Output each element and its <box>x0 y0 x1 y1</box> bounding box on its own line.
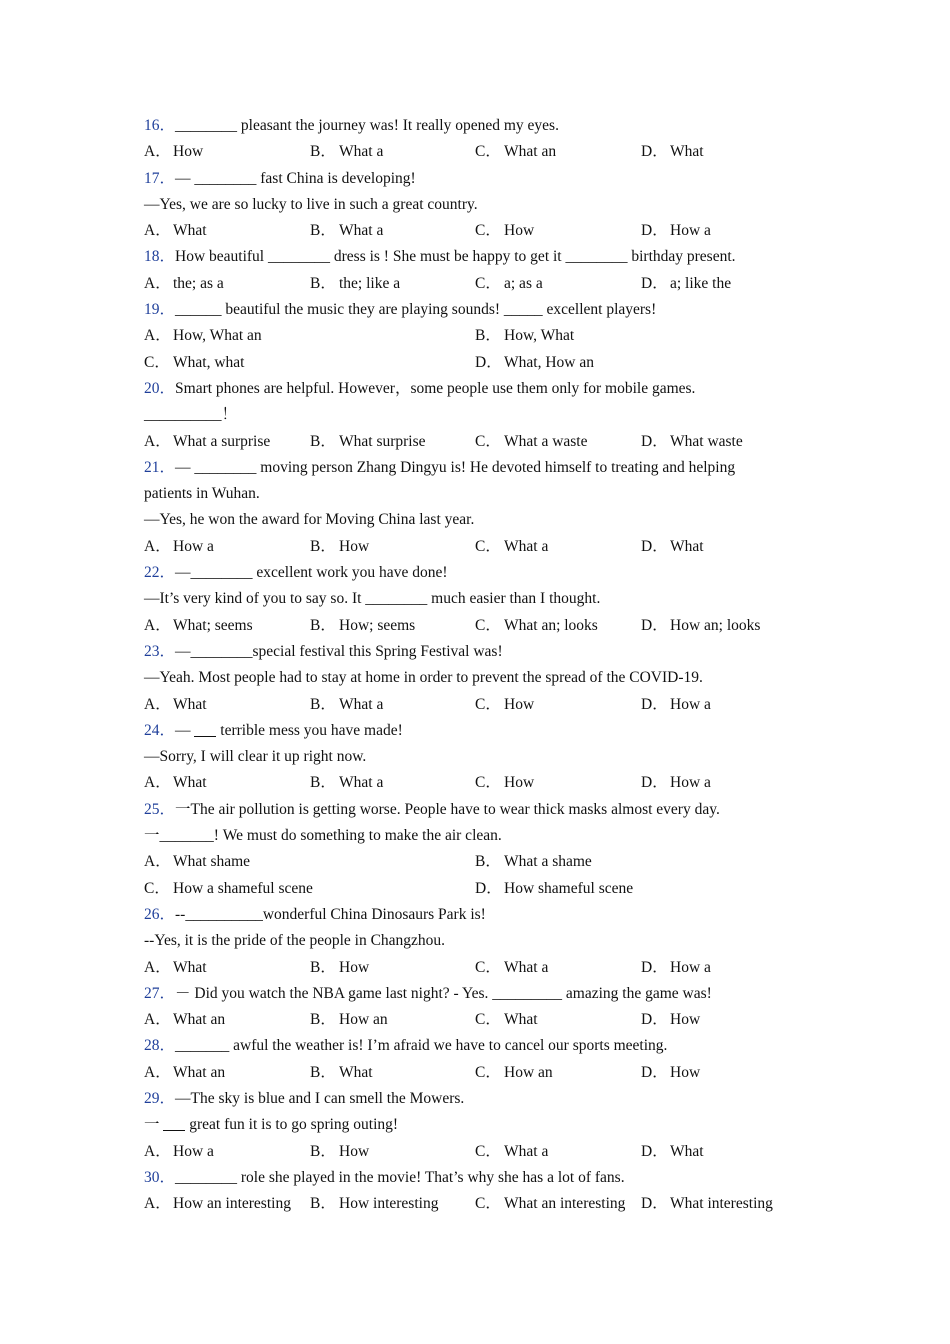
option-letter: C． <box>475 1063 501 1081</box>
option-text: How <box>339 537 370 555</box>
option-a <box>144 1060 225 1082</box>
question-line <box>144 1033 804 1059</box>
option-text: How, What <box>504 327 575 345</box>
options-row <box>144 139 804 165</box>
option-text: What <box>504 1011 538 1029</box>
option-text: What a <box>504 537 549 555</box>
option-letter: D． <box>641 1195 668 1213</box>
question-number: 19． <box>144 301 176 319</box>
option-text: How <box>670 1063 701 1081</box>
option-d <box>641 1139 704 1161</box>
question-number: 24． <box>144 721 176 739</box>
option-text: What <box>173 774 207 792</box>
question-text: —________ excellent work you have done! <box>175 564 448 582</box>
option-text: What <box>339 1063 373 1081</box>
option-text: What a <box>339 222 384 240</box>
answer-blank <box>163 1116 185 1131</box>
option-a <box>144 849 250 871</box>
question-text: How beautiful ________ dress is ! She must be happy to get it ________ birthday present. <box>175 248 736 266</box>
option-letter: B． <box>310 774 336 792</box>
question-number: 20． <box>144 379 176 397</box>
option-text: How, What an <box>173 327 262 345</box>
option-b <box>310 770 383 792</box>
option-letter: D． <box>641 1011 668 1029</box>
question-line <box>144 1112 804 1138</box>
option-text: What an <box>173 1011 226 1029</box>
option-a <box>144 218 207 240</box>
question-line <box>144 244 804 270</box>
option-letter: B． <box>310 958 336 976</box>
question-text: patients in Wuhan. <box>144 485 260 503</box>
question-line <box>144 481 804 507</box>
question-line <box>144 639 804 665</box>
question-line <box>144 113 804 139</box>
worksheet <box>144 113 804 1217</box>
option-text: What, How an <box>504 353 594 371</box>
option-text: How a shameful scene <box>173 879 313 897</box>
option-a <box>144 139 203 161</box>
option-letter: A． <box>144 958 171 976</box>
option-d <box>641 429 743 451</box>
option-letter: D． <box>641 1142 668 1160</box>
options-row <box>144 613 804 639</box>
options-row <box>144 218 804 244</box>
option-a <box>144 955 207 977</box>
question-text: --__________wonderful China Dinosaurs Park is! <box>175 905 486 923</box>
option-text: What a <box>504 958 549 976</box>
option-c <box>475 692 534 714</box>
option-letter: A． <box>144 1063 171 1081</box>
question-number: 16． <box>144 117 176 134</box>
option-text: How a <box>670 774 711 792</box>
question-text: great fun it is to go spring outing! <box>189 1116 399 1134</box>
option-d <box>641 1191 773 1213</box>
answer-blank <box>194 722 216 737</box>
option-text: What <box>670 537 704 555</box>
option-letter: C． <box>475 1142 501 1160</box>
question-line <box>144 718 804 744</box>
option-letter: B． <box>310 432 336 450</box>
option-text: How interesting <box>339 1195 439 1213</box>
question-line <box>144 797 804 823</box>
option-b <box>310 1007 388 1029</box>
options-row <box>144 1191 804 1217</box>
option-text: What a shame <box>504 853 592 871</box>
option-text: How <box>173 143 204 161</box>
option-d <box>641 955 711 977</box>
option-letter: D． <box>641 274 668 292</box>
option-text: How <box>670 1011 701 1029</box>
question-number: 27． <box>144 984 176 1002</box>
options-row <box>144 1007 804 1033</box>
option-a <box>144 271 224 293</box>
option-b <box>310 218 383 240</box>
option-text: How an; looks <box>670 616 761 634</box>
option-c <box>475 139 556 161</box>
question-line <box>144 1086 804 1112</box>
question-text: --Yes, it is the pride of the people in Changzhou. <box>144 932 446 950</box>
option-letter: C． <box>475 432 501 450</box>
question-text: —Yes, we are so lucky to live in such a great country. <box>144 195 478 213</box>
option-letter: B． <box>310 1011 336 1029</box>
option-letter: B． <box>310 537 336 555</box>
option-letter: C． <box>475 1011 501 1029</box>
option-letter: D． <box>641 222 668 240</box>
option-d <box>641 1007 700 1029</box>
option-c <box>475 1060 553 1082</box>
option-text: What <box>670 1142 704 1160</box>
option-text: What <box>173 695 207 713</box>
option-letter: A． <box>144 432 171 450</box>
option-text: How <box>339 958 370 976</box>
option-d <box>475 876 633 898</box>
option-d <box>641 770 711 792</box>
option-d <box>641 218 711 240</box>
option-c <box>475 429 588 451</box>
option-letter: D． <box>641 616 668 634</box>
option-letter: A． <box>144 143 171 161</box>
option-letter: A． <box>144 853 171 871</box>
option-letter: B． <box>310 616 336 634</box>
option-letter: A． <box>144 1195 171 1213</box>
option-text: How <box>504 695 535 713</box>
question-line <box>144 902 804 928</box>
option-text: How <box>339 1142 370 1160</box>
option-text: How a <box>670 222 711 240</box>
option-c <box>144 350 244 372</box>
option-letter: C． <box>475 1195 501 1213</box>
question-line <box>144 376 804 402</box>
option-letter: C． <box>475 958 501 976</box>
option-letter: C． <box>475 616 501 634</box>
question-text: — <box>175 721 191 739</box>
option-letter: D． <box>641 774 668 792</box>
option-text: What an interesting <box>504 1195 626 1213</box>
question-text: 一 <box>144 1116 160 1134</box>
question-text: —It’s very kind of you to say so. It ________ much easier than I thought. <box>144 590 601 608</box>
option-text: What an <box>504 143 557 161</box>
option-text: How a <box>670 695 711 713</box>
question-line <box>144 192 804 218</box>
option-c <box>144 876 313 898</box>
option-b <box>310 139 383 161</box>
question-line <box>144 823 804 849</box>
option-text: What an; looks <box>504 616 598 634</box>
option-c <box>475 770 534 792</box>
question-text: 一The air pollution is getting worse. People have to wear thick masks almost every day. <box>175 800 720 818</box>
options-row <box>144 271 804 297</box>
option-text: the; like a <box>339 274 401 292</box>
option-letter: D． <box>641 537 668 555</box>
question-text: terrible mess you have made! <box>220 721 403 739</box>
option-d <box>641 692 711 714</box>
option-c <box>475 613 598 635</box>
option-text: What <box>173 222 207 240</box>
option-c <box>475 218 534 240</box>
option-b <box>310 955 369 977</box>
question-number: 30． <box>144 1168 176 1186</box>
option-letter: B． <box>310 695 336 713</box>
option-text: What; seems <box>173 616 253 634</box>
option-letter: D． <box>641 958 668 976</box>
option-d <box>641 1060 700 1082</box>
option-letter: D． <box>641 143 668 161</box>
options-row <box>144 770 804 796</box>
option-d <box>641 139 704 161</box>
option-text: What interesting <box>670 1195 773 1213</box>
option-text: What <box>670 143 704 161</box>
option-letter: C． <box>144 353 170 371</box>
question-text: Smart phones are helpful. However，some people use them only for mobile games. <box>175 379 696 397</box>
options-row <box>144 350 804 376</box>
option-d <box>475 350 594 372</box>
option-a <box>144 323 262 345</box>
question-line <box>144 928 804 954</box>
question-number: 23． <box>144 642 176 660</box>
question-line <box>144 1165 804 1191</box>
option-c <box>475 534 548 556</box>
option-b <box>310 613 415 635</box>
option-d <box>641 271 731 293</box>
option-a <box>144 770 207 792</box>
option-text: How an interesting <box>173 1195 291 1213</box>
question-text: ________ role she played in the movie! That’s why she has a lot of fans. <box>175 1168 625 1186</box>
option-text: How an <box>339 1011 388 1029</box>
option-text: What a <box>339 143 384 161</box>
option-text: What shame <box>173 853 251 871</box>
option-text: How a <box>173 537 214 555</box>
option-letter: C． <box>475 143 501 161</box>
question-line <box>144 665 804 691</box>
question-number: 29． <box>144 1089 176 1107</box>
option-b <box>310 534 369 556</box>
option-letter: B． <box>475 853 501 871</box>
option-letter: B． <box>310 143 336 161</box>
option-letter: A． <box>144 537 171 555</box>
option-a <box>144 613 253 635</box>
options-row <box>144 876 804 902</box>
option-b <box>310 271 400 293</box>
question-text: － Did you watch the NBA game last night? - Yes. _________ amazing the game was! <box>175 984 712 1002</box>
options-row <box>144 429 804 455</box>
question-text: — ________ fast China is developing! <box>175 169 416 187</box>
option-text: What a surprise <box>173 432 271 450</box>
question-text: _______ awful the weather is! I’m afraid we have to cancel our sports meeting. <box>175 1037 668 1055</box>
option-text: How <box>504 774 535 792</box>
question-line <box>144 166 804 192</box>
question-text: ______ beautiful the music they are playing sounds! _____ excellent players! <box>175 301 657 319</box>
question-line <box>144 981 804 1007</box>
question-text: —Sorry, I will clear it up right now. <box>144 748 367 766</box>
question-text: —________special festival this Spring Festival was! <box>175 642 503 660</box>
question-number: 17． <box>144 169 176 187</box>
option-text: What a <box>504 1142 549 1160</box>
option-letter: C． <box>475 537 501 555</box>
question-text: ________ pleasant the journey was! It really opened my eyes. <box>175 117 559 134</box>
option-text: How; seems <box>339 616 416 634</box>
question-text: —Yes, he won the award for Moving China last year. <box>144 511 475 529</box>
option-text: How a <box>173 1142 214 1160</box>
options-row <box>144 692 804 718</box>
question-number: 25． <box>144 800 176 818</box>
option-text: What <box>173 958 207 976</box>
question-line <box>144 297 804 323</box>
option-letter: A． <box>144 222 171 240</box>
option-letter: C． <box>475 695 501 713</box>
option-text: the; as a <box>173 274 224 292</box>
option-text: What a waste <box>504 432 588 450</box>
option-c <box>475 271 543 293</box>
option-d <box>641 613 760 635</box>
option-letter: B． <box>310 222 336 240</box>
question-text: __________！ <box>144 406 238 424</box>
option-c <box>475 1191 625 1213</box>
option-text: What, what <box>173 353 245 371</box>
question-line <box>144 455 804 481</box>
option-text: How a <box>670 958 711 976</box>
option-d <box>641 534 704 556</box>
question-text: —Yeah. Most people had to stay at home in order to prevent the spread of the COVID-19. <box>144 669 703 687</box>
option-a <box>144 429 270 451</box>
option-letter: A． <box>144 327 171 345</box>
option-a <box>144 1139 214 1161</box>
option-b <box>310 1191 438 1213</box>
question-number: 26． <box>144 905 176 923</box>
options-row <box>144 955 804 981</box>
option-letter: B． <box>475 327 501 345</box>
option-text: a; like the <box>670 274 732 292</box>
option-letter: A． <box>144 695 171 713</box>
question-line <box>144 402 804 428</box>
question-text: —The sky is blue and I can smell the Mowers. <box>175 1089 465 1107</box>
option-text: How shameful scene <box>504 879 634 897</box>
options-row <box>144 534 804 560</box>
option-letter: D． <box>475 879 502 897</box>
option-letter: A． <box>144 616 171 634</box>
option-text: What waste <box>670 432 743 450</box>
option-letter: A． <box>144 774 171 792</box>
option-letter: C． <box>475 774 501 792</box>
option-letter: D． <box>641 695 668 713</box>
options-row <box>144 323 804 349</box>
options-row <box>144 1139 804 1165</box>
option-a <box>144 1007 225 1029</box>
option-letter: B． <box>310 1142 336 1160</box>
question-line <box>144 507 804 533</box>
option-b <box>310 692 383 714</box>
option-text: How <box>504 222 535 240</box>
question-text: 一_______! We must do something to make the air clean. <box>144 827 502 845</box>
option-text: a; as a <box>504 274 543 292</box>
question-line <box>144 560 804 586</box>
question-number: 21． <box>144 458 176 476</box>
option-letter: A． <box>144 1011 171 1029</box>
option-a <box>144 692 207 714</box>
option-text: What a <box>339 695 384 713</box>
option-letter: B． <box>310 1063 336 1081</box>
option-letter: B． <box>310 274 336 292</box>
question-number: 22． <box>144 564 176 582</box>
question-text: — ________ moving person Zhang Dingyu is! He devoted himself to treating and helping <box>175 458 736 476</box>
option-letter: C． <box>475 274 501 292</box>
question-number: 28． <box>144 1037 176 1055</box>
option-b <box>475 849 592 871</box>
question-number: 18． <box>144 248 176 266</box>
option-text: What surprise <box>339 432 426 450</box>
option-b <box>475 323 574 345</box>
option-c <box>475 1007 538 1029</box>
option-c <box>475 955 548 977</box>
question-line <box>144 744 804 770</box>
option-letter: B． <box>310 1195 336 1213</box>
option-b <box>310 1060 373 1082</box>
option-letter: D． <box>475 353 502 371</box>
options-row <box>144 849 804 875</box>
option-text: How an <box>504 1063 553 1081</box>
option-a <box>144 1191 291 1213</box>
option-text: What a <box>339 774 384 792</box>
option-c <box>475 1139 548 1161</box>
options-row <box>144 1060 804 1086</box>
option-letter: A． <box>144 274 171 292</box>
option-letter: D． <box>641 1063 668 1081</box>
option-letter: C． <box>475 222 501 240</box>
option-b <box>310 1139 369 1161</box>
option-letter: A． <box>144 1142 171 1160</box>
question-line <box>144 586 804 612</box>
option-b <box>310 429 426 451</box>
option-a <box>144 534 214 556</box>
option-letter: C． <box>144 879 170 897</box>
option-letter: D． <box>641 432 668 450</box>
option-text: What an <box>173 1063 226 1081</box>
